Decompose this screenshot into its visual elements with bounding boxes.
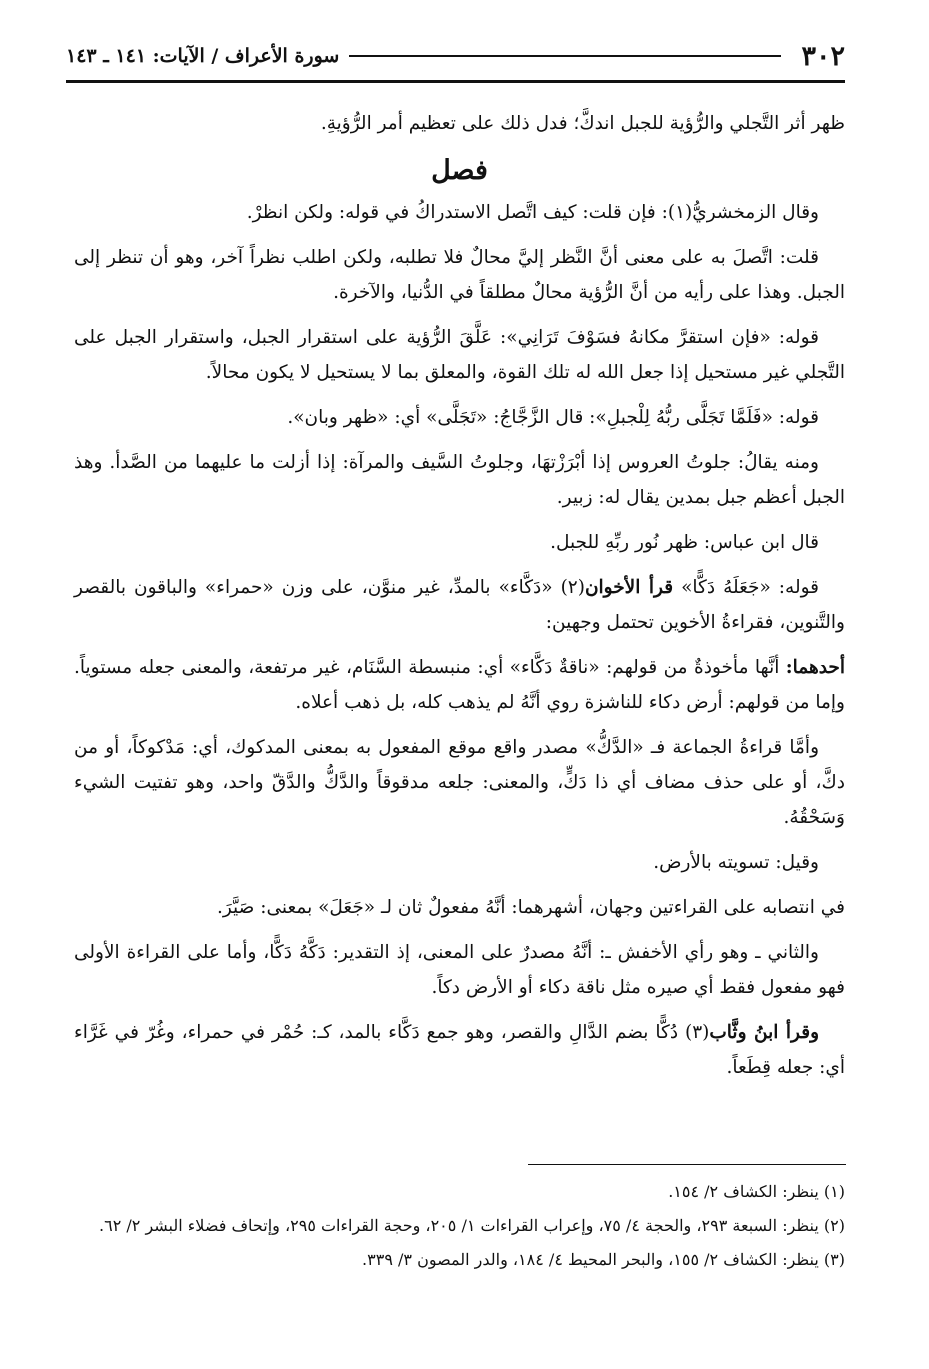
footnote: (٣) ينظر: الكشاف ٢/ ١٥٥، والبحر المحيط ٤/ ١٨٤، والدر المصون ٣/ ٣٣٩. (362, 1250, 845, 1269)
footnotes (74, 1178, 845, 1280)
page-header (66, 32, 845, 83)
footnote: (٢) ينظر: السبعة ٢٩٣، والحجة ٤/ ٧٥، وإعراب القراءات ١/ ٢٠٥، وحجة القراءات ٢٩٥، وإتحاف فضلاء البشر ٢/ ٦٢. (99, 1216, 845, 1235)
paragraph: في انتصابه على القراءتين وجهان، أشهرهما: أنَّهُ مفعولٌ ثان لـ «جَعَلَ» بمعنى: صَيَّرَ. (216, 897, 845, 918)
main-text (74, 106, 845, 1095)
page-number: ٣٠٢ (801, 40, 845, 72)
paragraph: ظهر أثر التَّجلي والرُّؤية للجبل اندكَّ؛ فدل ذلك على تعظيم أمر الرُّؤيةِ. (320, 113, 845, 134)
paragraph (74, 1015, 845, 1085)
paragraph: قوله: «فإن استقرَّ مكانهُ فسَوْفَ تَرَانِي»: عَلَّقَ الرُّؤية على استقرار الجبل، واستقرار الجبل على التَّجلي غير مستحيل إذا جعل الله له تلك القوة، والمعلق بما لا يستحيل لا يكون محالاً. (74, 327, 845, 383)
paragraph: والثاني ـ وهو رأي الأخفش ـ: أنَّهُ مصدرٌ على المعنى، إذ التقدير: دَكَّهُ دَكًّا، وأما على القراءة الأولى فهو مفعول فقط أي صيره مثل ناقة دكاء أو الأرض دكاً. (74, 942, 845, 998)
bold-phrase: أحدهما: (785, 657, 845, 678)
paragraph (74, 570, 845, 640)
paragraph (74, 650, 845, 720)
paragraph: وقيل: تسويته بالأرض. (653, 852, 819, 873)
paragraph: قوله: «فَلَمَّا تَجَلَّى ربُّهُ لِلْجبلِ»: قال الزَّجَّاجُ: «تَجَلَّى» أي: «ظهر وبان». (287, 407, 819, 428)
running-title: سورة الأعراف / الآيات: ١٤١ ـ ١٤٣ (66, 45, 340, 67)
header-rule (349, 55, 781, 57)
paragraph-text: قوله: «جَعَلَهُ دَكًّا» (673, 577, 819, 598)
paragraph-text: (٣) دُكًّا بضم الدَّالِ والقصر، وهو جمع دَكَّاء بالمد، كـ: حُمْر في حمراء، وغُرّ في غَرَّاء أي: جعله قِطَعاً. (74, 1022, 845, 1078)
paragraph-text: أنَّها مأخوذةٌ من قولهم: «ناقةٌ دَكَّاء» أي: منبسطة السَّنَام، غير مرتفعة، والمعنى جعله مستوياً. وإما من قولهم: أرض دكاء للناشزة روي أنَّهُ لم يذهب كله، بل ذهب أعلاه. (74, 657, 845, 713)
footnote-divider (528, 1164, 846, 1165)
bold-phrase: قرأ الأخوان (584, 577, 674, 598)
paragraph: وقال الزمخشريُّ(١): فإن قلت: كيف اتَّصل الاستدراكُ في قوله: ولكن انظرْ. (246, 202, 819, 223)
paragraph: وأمَّا قراءةُ الجماعة فـ «الدَّكُّ» مصدر واقع موقع المفعول به بمعنى المدكوك، أي: مَدْكوكاً، أو من دكَّ، أو على حذف مضاف أي ذا دَكٍّ، والمعنى: جلعه مدقوقاً والدَّكُّ والدَّقّ واحد، وهو تفتيت الشيء وَسَحْقُهُ. (74, 737, 845, 828)
paragraph: ومنه يقالُ: جلوتُ العروس إذا أبْرَزْتهَا، وجلوتُ السَّيف والمرآة: إذا أزلت ما عليهما من الصَّدأ. وهذ الجبل أعظم جبل بمدين يقال له: زبير. (74, 452, 845, 508)
paragraph-text: (٢) «دَكَّاء» بالمدِّ، غير منوَّن، على وزن «حمراء» والباقون بالقصر والتَّنوين، فقراءةُ الأخوين تحتمل وجهين: (74, 577, 845, 633)
paragraph: قلت: اتَّصلَ به على معنى أنَّ النَّظر إليَّ محالٌ فلا تطلبه، ولكن اطلب نظراً آخر، وهو أن تنظر إلى الجبل. وهذا على رأيه من أنَّ الرُّؤية محالٌ مطلقاً في الدُّنيا، والآخرة. (74, 247, 845, 303)
bold-phrase: وقرأ ابنُ وثَّاب (709, 1022, 819, 1043)
section-title: فصل (431, 155, 488, 186)
paragraph: قال ابن عباس: ظهر نُور ربِّهِ للجبل. (550, 532, 819, 553)
footnote: (١) ينظر: الكشاف ٢/ ١٥٤. (668, 1182, 845, 1201)
